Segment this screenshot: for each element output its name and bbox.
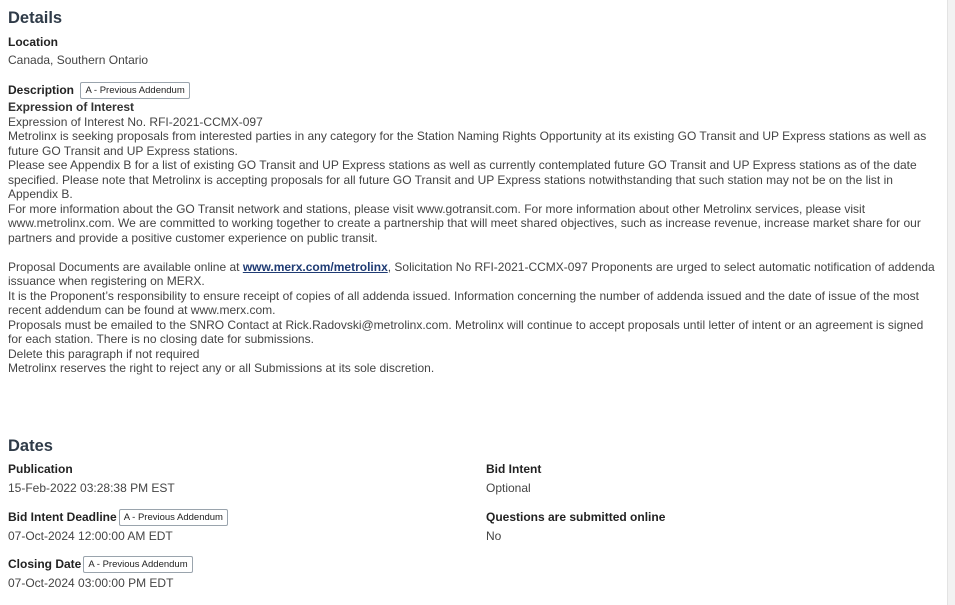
desc-line: Expression of Interest No. RFI-2021-CCMX-097 (8, 114, 263, 129)
bid-intent-label: Bid Intent (486, 462, 542, 476)
closing-date-value: 07-Oct-2024 03:00:00 PM EDT (8, 576, 174, 590)
desc-line: Proposals must be emailed to the SNRO Contact at Rick.Radovski@metrolinx.com. Metrolinx will continue to accept proposals until letter of intent or an agreement is signed for each station. There is no closing date for submissions. (8, 317, 924, 346)
questions-field (486, 510, 665, 543)
bid-deadline-label: Bid Intent Deadline (8, 510, 117, 524)
dates-title: Dates (8, 437, 53, 455)
description-header (8, 81, 190, 99)
proposal-prefix: Proposal Documents are available online at (8, 259, 243, 274)
publication-label: Publication (8, 462, 73, 476)
proposal-suffix: , Solicitation No RFI-2021-CCMX-097 Proponents are urged to select automatic notification of addenda issuance when registering on MERX. (8, 259, 935, 288)
description-addendum-badge[interactable]: A - Previous Addendum (80, 82, 189, 99)
desc-line: Please see Appendix B for a list of existing GO Transit and UP Express stations as well as currently contemplated future GO Transit and UP Express stations as of the date specified. Please note that Metrolinx is accepting proposals for all future GO Transit and UP Express stations notwithstanding that such station may not be on the list in Appendix B. (8, 158, 917, 201)
questions-label: Questions are submitted online (486, 510, 666, 524)
desc-line: It is the Proponent’s responsibility to ensure receipt of copies of all addenda issued. Information concerning the number of addenda issued and the date of issue of the most recent addendum can be found at www.merx.com. (8, 288, 920, 317)
location-label: Location (8, 35, 58, 49)
desc-heading: Expression of Interest (8, 100, 135, 114)
desc-line: Metrolinx reserves the right to reject any or all Submissions at its sole discretion. (8, 361, 435, 375)
bid-deadline-field (8, 508, 228, 543)
questions-value: No (486, 529, 502, 543)
publication-value: 15-Feb-2022 03:28:38 PM EST (8, 481, 175, 495)
vertical-scrollbar[interactable] (947, 0, 955, 605)
bid-deadline-value: 07-Oct-2024 12:00:00 AM EDT (8, 529, 173, 543)
closing-date-label: Closing Date (8, 557, 82, 571)
bid-deadline-addendum-badge[interactable]: A - Previous Addendum (119, 509, 228, 526)
closing-date-field (8, 555, 193, 590)
proposal-paragraph (8, 260, 936, 289)
location-value: Canada, Southern Ontario (8, 53, 149, 67)
description-body (8, 100, 936, 376)
desc-line: Metrolinx is seeking proposals from interested parties in any category for the Station Naming Rights Opportunity at its existing GO Transit and UP Express stations as well as future GO Transit and UP Express stations. (8, 129, 927, 158)
details-title: Details (8, 9, 63, 27)
bid-intent-value: Optional (486, 481, 531, 495)
bid-intent-field (486, 462, 541, 495)
desc-line: For more information about the GO Transit network and stations, please visit www.gotransit.com. For more information about other Metrolinx services, please visit www.metrolinx.com. We are committed to working together to create a partnership that will meet shared objectives, such as increase revenue, increase market share for our partners and provide a positive customer experience on public transit. (8, 201, 921, 245)
merx-link[interactable]: www.merx.com/metrolinx (242, 259, 388, 274)
desc-spacer (8, 245, 936, 260)
publication-field (8, 462, 175, 495)
closing-date-addendum-badge[interactable]: A - Previous Addendum (83, 556, 192, 573)
description-label: Description (8, 83, 75, 97)
desc-line: Delete this paragraph if not required (8, 346, 200, 361)
